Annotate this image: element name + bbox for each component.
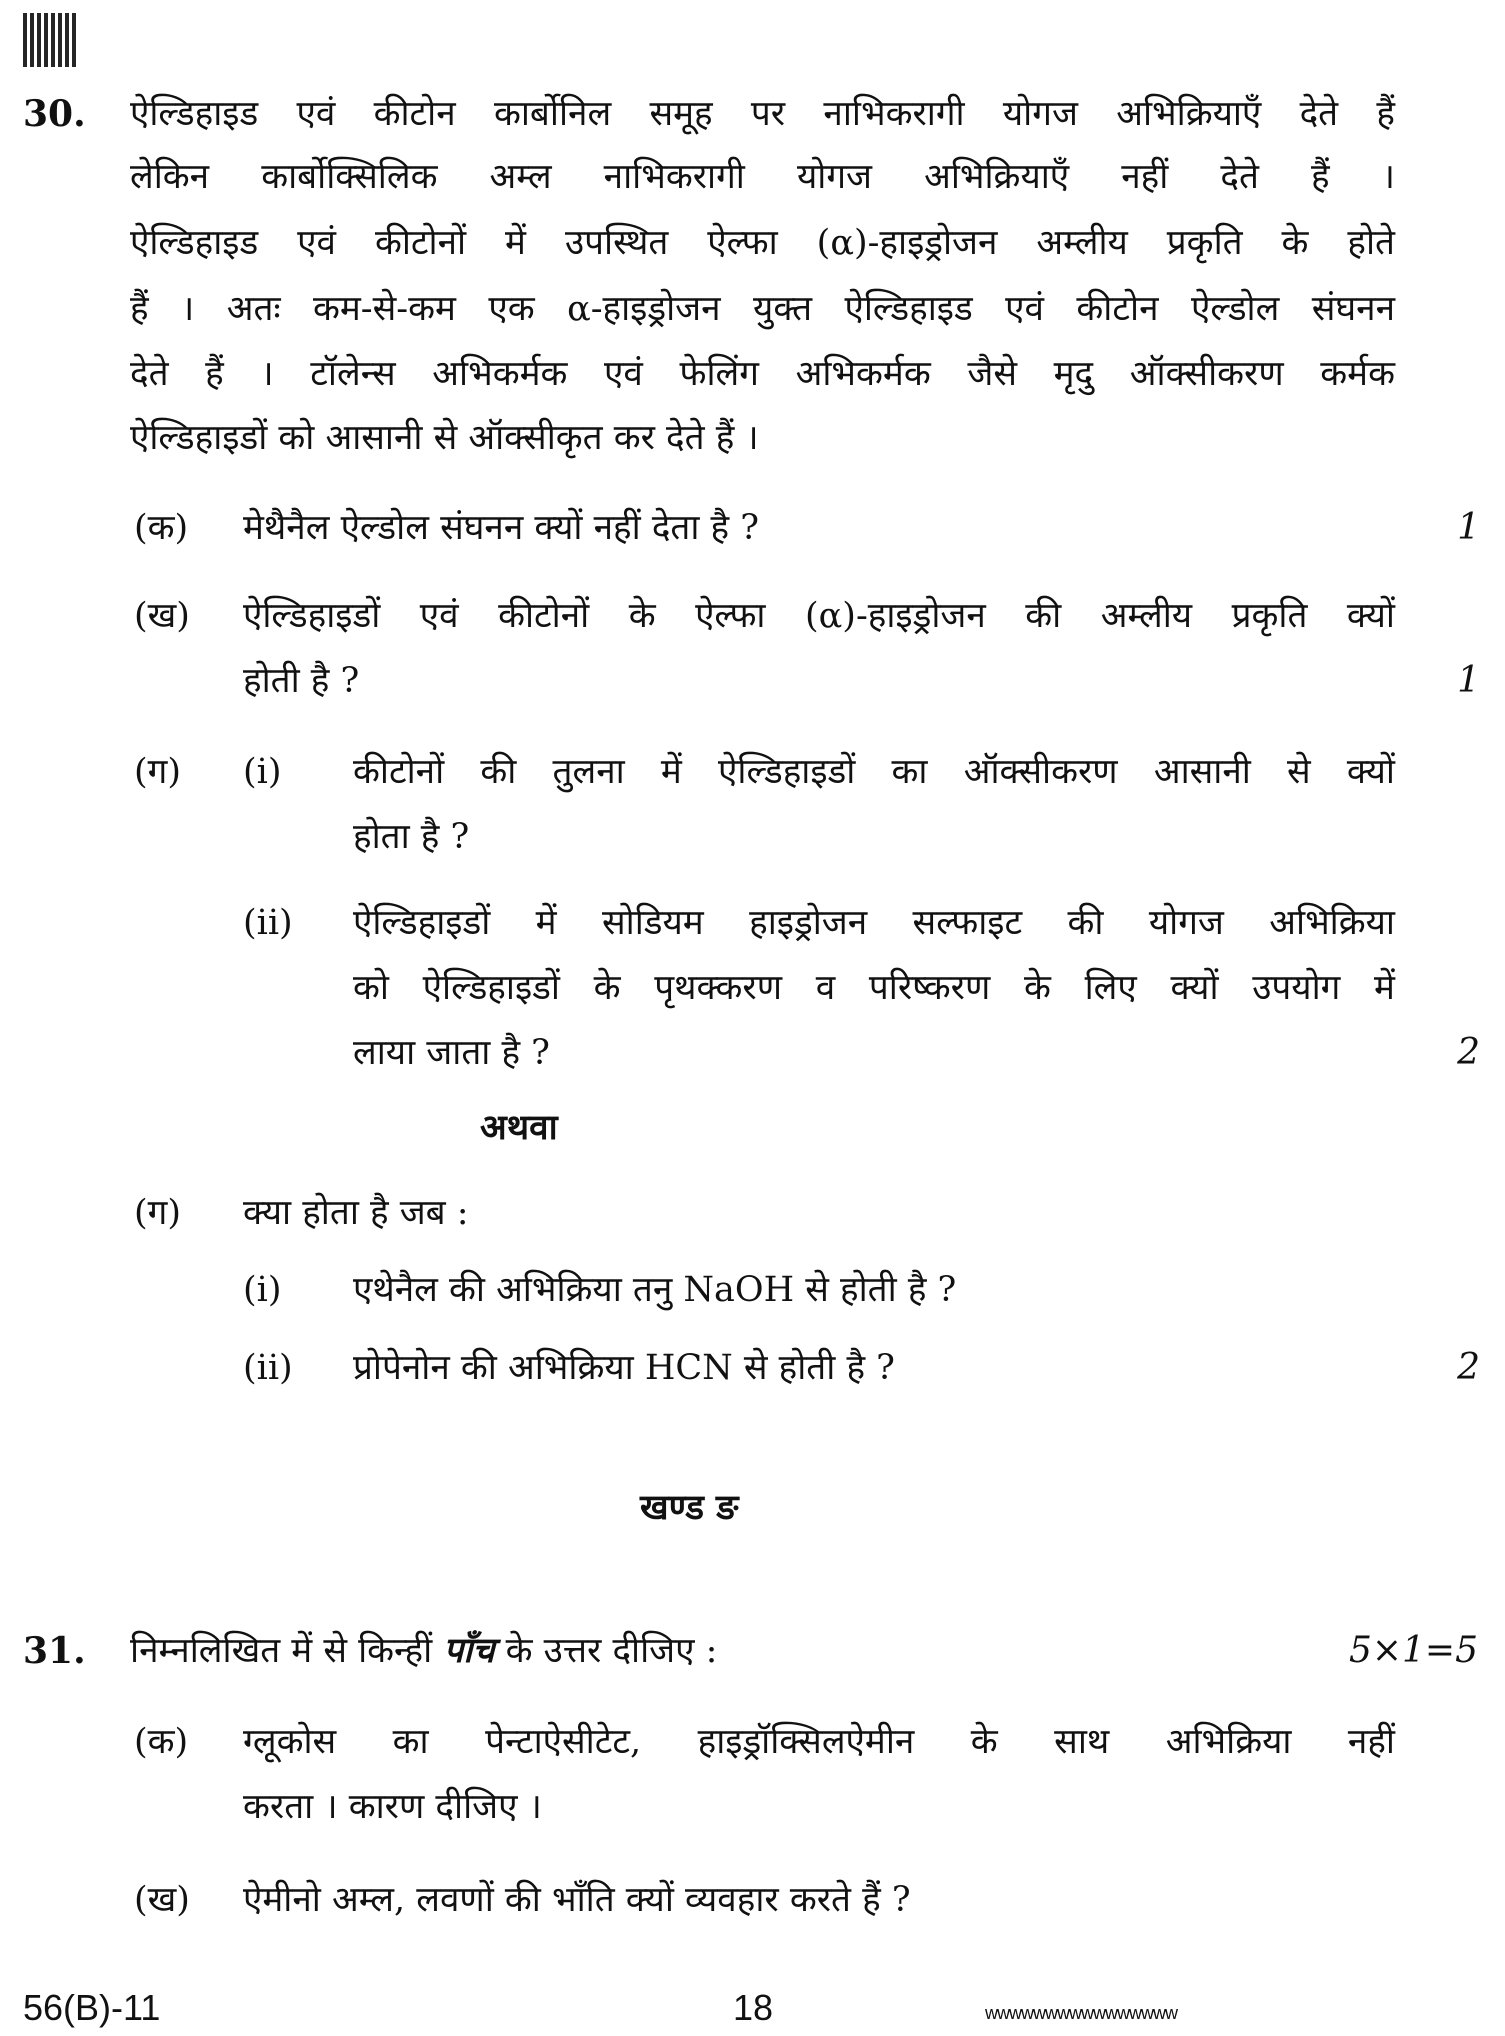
part-text: को ऐल्डिहाइडों के पृथक्करण व परिष्करण के लिए क्यों उपयोग में [353,968,1395,1008]
part-label: (i) [243,1270,282,1310]
passage-line: ऐल्डिहाइड एवं कीटोन कार्बोनिल समूह पर नाभिकरागी योगज अभिक्रियाएँ देते हैं [130,94,1395,134]
subquestion-label: (ख) [134,596,190,636]
subquestion-label: (ग) [134,752,182,792]
subquestion-label: (क) [134,508,189,548]
subquestion-text: ग्लूकोस का पेन्टाऐसीटेट, हाइड्रॉक्सिलऐमीन के साथ अभिक्रिया नहीं [243,1722,1395,1762]
part-text: लाया जाता है ? [353,1033,550,1073]
marks: 1 [1457,507,1480,548]
part-text: एथेनैल की अभिक्रिया तनु NaOH से होती है ? [353,1270,957,1310]
subquestion-text: करता । कारण दीजिए । [243,1787,542,1827]
marks: 2 [1457,1032,1480,1073]
part-label: (ii) [243,903,293,943]
marks: 2 [1457,1347,1480,1388]
part-label: (i) [243,752,282,792]
footer-wavy-mark: wwwwwwwwwwwwwwww [985,2003,1177,2023]
or-heading: अथवा [480,1107,558,1148]
part-text: प्रोपेनोन की अभिक्रिया HCN से होती है ? [353,1348,895,1388]
subquestion-text: ऐल्डिहाइडों एवं कीटोनों के ऐल्फा (α)-हाइड्रोजन की अम्लीय प्रकृति क्यों [243,596,1395,636]
subquestion-text: मेथैनैल ऐल्डोल संघनन क्यों नहीं देता है ? [243,508,760,548]
question-number-30: 30. [23,93,86,135]
marks: 5×1=5 [1348,1630,1478,1671]
subquestion-text: क्या होता है जब : [243,1193,469,1233]
marks: 1 [1457,660,1480,701]
passage-line: लेकिन कार्बोक्सिलिक अम्ल नाभिकरागी योगज अभिक्रियाएँ नहीं देते हैं । [130,157,1395,197]
part-text: ऐल्डिहाइडों में सोडियम हाइड्रोजन सल्फाइट की योगज अभिक्रिया [353,903,1395,943]
intro-emphasis: पाँच [443,1630,495,1671]
paper-code: 56(B)-11 [23,1987,161,2028]
passage-line: ऐल्डिहाइडों को आसानी से ऑक्सीकृत कर देते हैं । [130,418,759,458]
passage-line: ऐल्डिहाइड एवं कीटोनों में उपस्थित ऐल्फा (α)-हाइड्रोजन अम्लीय प्रकृति के होते [130,223,1395,263]
passage-line: हैं । अतः कम-से-कम एक α-हाइड्रोजन युक्त ऐल्डिहाइड एवं कीटोन ऐल्डोल संघनन [130,289,1395,329]
intro-text: निम्नलिखित में से किन्हीं [130,1631,433,1671]
subquestion-label: (ख) [134,1880,190,1920]
question-number-31: 31. [23,1630,86,1672]
part-text: होता है ? [353,817,470,857]
intro-text: के उत्तर दीजिए : [505,1631,718,1671]
question-intro [130,1626,717,1676]
subquestion-label: (क) [134,1722,189,1762]
qr-code [23,13,79,67]
subquestion-text: होती है ? [243,661,360,701]
passage-line: देते हैं । टॉलेन्स अभिकर्मक एवं फेलिंग अभिकर्मक जैसे मृदु ऑक्सीकरण कर्मक [130,354,1395,394]
part-label: (ii) [243,1348,293,1388]
subquestion-text: ऐमीनो अम्ल, लवणों की भाँति क्यों व्यवहार करते हैं ? [243,1880,911,1920]
subquestion-label: (ग) [134,1193,182,1233]
page-number: 18 [733,1987,774,2028]
section-heading: खण्ड ङ [640,1487,739,1528]
part-text: कीटोनों की तुलना में ऐल्डिहाइडों का ऑक्सीकरण आसानी से क्यों [353,752,1395,792]
